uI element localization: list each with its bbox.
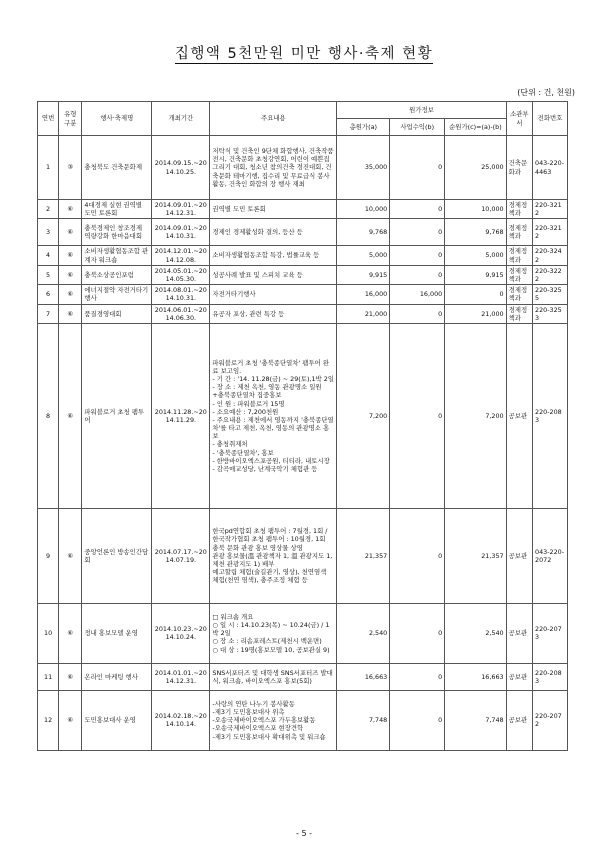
- row-revenue: 0: [390, 219, 445, 246]
- row-total-cost: 21,357: [337, 508, 390, 603]
- row-net-cost: 10,000: [445, 200, 506, 219]
- table-row: [38, 265, 568, 284]
- row-period: 2014.09.01.~2014.12.31.: [152, 200, 210, 219]
- header-phone: 전화번호: [533, 102, 568, 136]
- row-name: 정내 홍보모델 운영: [82, 603, 152, 663]
- row-department: 경제정책과: [506, 219, 532, 246]
- row-total-cost: 35,000: [337, 136, 390, 200]
- row-total-cost: 7,748: [337, 690, 390, 750]
- row-period: 2014.05.01.~2014.05.30.: [152, 265, 210, 284]
- row-name: 충북경제인 창조경제 역량강화 한마음대회: [82, 219, 152, 246]
- row-number: 8: [38, 323, 59, 508]
- row-phone: 043-220-4463: [533, 136, 568, 200]
- row-number: 9: [38, 508, 59, 603]
- row-phone: 220-3253: [533, 304, 568, 323]
- row-department: 건축문화과: [506, 136, 532, 200]
- row-period: 2014.07.17.~2014.07.19.: [152, 508, 210, 603]
- row-name: 도민홍보대사 운영: [82, 690, 152, 750]
- row-type: ⑥: [59, 265, 82, 284]
- row-period: 2014.09.15.~2014.10.25.: [152, 136, 210, 200]
- row-phone: 220-3212: [533, 200, 568, 219]
- row-number: 7: [38, 304, 59, 323]
- row-content: □ 워크숍 개요 ○ 일 시 : 14.10.23(목) ~ 10.24(금) / 1박 2일 ○ 장 소 : 리솜포레스트(제천시 백운면) ○ 대 상 : 19명(홍보모델 10, 공보관실 9): [210, 603, 337, 663]
- row-revenue: 0: [390, 663, 445, 690]
- row-name: 충북소상공인포럼: [82, 265, 152, 284]
- row-name: 중앙언론인 방송인간담회: [82, 508, 152, 603]
- row-phone: 220-3255: [533, 285, 568, 304]
- row-content: SNS서포터즈 및 대학생 SNS서포터즈 발대식, 워크숍, 바이오엑스포 홍보(5회): [210, 663, 337, 690]
- row-type: ⑥: [59, 690, 82, 750]
- row-department: 공보관: [506, 663, 532, 690]
- row-type: ⑥: [59, 304, 82, 323]
- row-revenue: 0: [390, 690, 445, 750]
- row-net-cost: 7,200: [445, 323, 506, 508]
- row-content: 경제인 경제활성화 결의, 등산 등: [210, 219, 337, 246]
- row-number: 12: [38, 690, 59, 750]
- table-row: [38, 603, 568, 663]
- header-type: 유형구분: [59, 102, 82, 136]
- row-content: 파워블로거 초청 '충북종단열차' 팸투어 완료 보고임. - 기 간 : '14. 11.28(금) ~ 29(토),1박 2일 - 장 소 : 제천 옥천, 영동 관광명소 일원 +충북종단열차 집중홍보 - 인 원 : 파워블로거 15명 - 소요예산 : 7,200천원 - 주요내용 : 제천에서 영동까지 '충북종단열차'를 타고 제천, 옥천, 영동의 관광명소 홍보 - 충청취재처 - '충북종단열차', 홍보 - 한방바이오엑스포공원, 티티라, 내토시장 - 감곡매교성당, 난계국악기 체험관 등: [210, 323, 337, 508]
- row-number: 4: [38, 246, 59, 265]
- row-name: 온라인 마케팅 행사: [82, 663, 152, 690]
- row-department: 공보관: [506, 508, 532, 603]
- row-type: ⑥: [59, 200, 82, 219]
- row-department: 공보관: [506, 603, 532, 663]
- row-revenue: 0: [390, 265, 445, 284]
- row-number: 11: [38, 663, 59, 690]
- row-total-cost: 16,000: [337, 285, 390, 304]
- header-total: 총원가(a): [337, 119, 390, 136]
- row-period: 2014.10.23.~2014.10.24.: [152, 603, 210, 663]
- header-revenue: 사업수익(b): [390, 119, 445, 136]
- row-content: 소비자생활협동조합 특강, 법률교육 등: [210, 246, 337, 265]
- row-revenue: 0: [390, 136, 445, 200]
- row-department: 경제정책과: [506, 265, 532, 284]
- row-department: 경제정책과: [506, 304, 532, 323]
- row-net-cost: 0: [445, 285, 506, 304]
- table-row: [38, 285, 568, 304]
- header-dept: 소관부서: [506, 102, 532, 136]
- row-total-cost: 9,915: [337, 265, 390, 284]
- row-phone: 220-2072: [533, 690, 568, 750]
- row-net-cost: 21,357: [445, 508, 506, 603]
- row-type: ⑥: [59, 663, 82, 690]
- row-number: 3: [38, 219, 59, 246]
- page-number: - 5 -: [296, 829, 312, 838]
- row-type: ⑥: [59, 285, 82, 304]
- row-period: 2014.02.18.~2014.10.14.: [152, 690, 210, 750]
- row-period: 2014.09.01.~2014.10.31.: [152, 219, 210, 246]
- row-period: 2014.06.01.~2014.06.30.: [152, 304, 210, 323]
- row-period: 2014.11.28.~2014.11.29.: [152, 323, 210, 508]
- row-revenue: 0: [390, 603, 445, 663]
- table-row: [38, 690, 568, 750]
- row-content: -사랑의 연탄 나누기 봉사활동 -제3기 도민홍보대사 위촉 -오송국제바이오엑스포 가두홍보활동 -오송국제바이오엑스포 현장견학 -제3기 도민홍보대사 확대위촉 및 워크숍: [210, 690, 337, 750]
- row-net-cost: 16,663: [445, 663, 506, 690]
- row-total-cost: 21,000: [337, 304, 390, 323]
- row-revenue: 0: [390, 304, 445, 323]
- row-department: 공보관: [506, 690, 532, 750]
- row-content: 권역별 도민 토론회: [210, 200, 337, 219]
- row-content: 성공사례 발표 및 스피치 교육 등: [210, 265, 337, 284]
- page-title: 집행액 5천만원 미만 행사·축제 현황: [174, 46, 434, 62]
- event-table: [37, 101, 568, 751]
- table-row: [38, 304, 568, 323]
- row-net-cost: 9,915: [445, 265, 506, 284]
- table-row: [38, 219, 568, 246]
- row-name: 에너지절약 자전거타기 행사: [82, 285, 152, 304]
- row-content: 자전거타기행사: [210, 285, 337, 304]
- row-phone: 220-3222: [533, 265, 568, 284]
- row-department: 경제정책과: [506, 285, 532, 304]
- row-phone: 220-2073: [533, 603, 568, 663]
- row-type: ⑥: [59, 323, 82, 508]
- header-cost-group: 원가정보: [337, 102, 506, 119]
- row-total-cost: 9,768: [337, 219, 390, 246]
- row-phone: 220-2083: [533, 663, 568, 690]
- row-phone: 220-2083: [533, 323, 568, 508]
- row-number: 2: [38, 200, 59, 219]
- table-row: [38, 663, 568, 690]
- row-number: 6: [38, 285, 59, 304]
- row-net-cost: 5,000: [445, 246, 506, 265]
- row-phone: 220-3242: [533, 246, 568, 265]
- row-department: 공보관: [506, 323, 532, 508]
- row-net-cost: 9,768: [445, 219, 506, 246]
- unit-label: (단위 : 건, 천원): [517, 88, 575, 97]
- row-revenue: 16,000: [390, 285, 445, 304]
- row-name: 충청북도 건축문화제: [82, 136, 152, 200]
- row-name: 4대경제 실현 권역별 도민 토론회: [82, 200, 152, 219]
- row-revenue: 0: [390, 323, 445, 508]
- row-phone: 220-3212: [533, 219, 568, 246]
- row-revenue: 0: [390, 508, 445, 603]
- table-row: [38, 508, 568, 603]
- header-net: 순원가(c)=(a)-(b): [445, 119, 506, 136]
- row-period: 2014.12.01.~2014.12.08.: [152, 246, 210, 265]
- row-name: 파워블로거 초청 팸투어: [82, 323, 152, 508]
- row-net-cost: 2,540: [445, 603, 506, 663]
- row-content: 한국pd연합회 초청 팸투어 : 7월경, 1회 / 한국작가협회 초청 팸투어 : 10월경, 1회 충북 문화 관광 홍보 영상물 상영 관광 홍보물(溫 관광책자 1, 溫 관광지도 1, 제천 관광지도 1) 배부 예고할립 체험(술길관기, 영상), 천연염색 체험(천연 염색), 충주조정 체험 등: [210, 508, 337, 603]
- row-revenue: 0: [390, 246, 445, 265]
- row-revenue: 0: [390, 200, 445, 219]
- row-content: 유공자 포상, 관련 특강 등: [210, 304, 337, 323]
- row-type: ⑥: [59, 508, 82, 603]
- row-type: ⑥: [59, 246, 82, 265]
- row-department: 경제정책과: [506, 246, 532, 265]
- row-total-cost: 5,000: [337, 246, 390, 265]
- header-no: 연번: [38, 102, 59, 136]
- header-period: 개최기간: [152, 102, 210, 136]
- row-net-cost: 25,000: [445, 136, 506, 200]
- table-row: [38, 136, 568, 200]
- header-name: 행사·축제명: [82, 102, 152, 136]
- row-number: 5: [38, 265, 59, 284]
- row-number: 10: [38, 603, 59, 663]
- row-type: ⑥: [59, 219, 82, 246]
- row-total-cost: 7,200: [337, 323, 390, 508]
- table-row: [38, 200, 568, 219]
- row-phone: 043-220-2072: [533, 508, 568, 603]
- table-row: [38, 323, 568, 508]
- row-total-cost: 10,000: [337, 200, 390, 219]
- header-content: 주요내용: [210, 102, 337, 136]
- row-number: 1: [38, 136, 59, 200]
- row-net-cost: 21,000: [445, 304, 506, 323]
- row-name: 소비자생활협동조합 관계자 워크숍: [82, 246, 152, 265]
- row-period: 2014.08.01.~2014.10.31.: [152, 285, 210, 304]
- row-content: 저탁식 및 건축인 9단체 화합행사, 건축작품 전시, 건축문화 초청강연회, 어린이 예쁜집 그리기 대회, 청소년 참의건축 경진대회, 건축문화 테마기행, 집수리 및 무료급식 봉사활동, 건축인 화합의 장 행사 재최: [210, 136, 337, 200]
- table-row: [38, 246, 568, 265]
- row-period: 2014.01.01.~2014.12.31.: [152, 663, 210, 690]
- row-type: ③: [59, 136, 82, 200]
- row-department: 경제정책과: [506, 200, 532, 219]
- row-name: 품질경영대회: [82, 304, 152, 323]
- row-type: ⑥: [59, 603, 82, 663]
- row-total-cost: 2,540: [337, 603, 390, 663]
- row-net-cost: 7,748: [445, 690, 506, 750]
- row-total-cost: 16,663: [337, 663, 390, 690]
